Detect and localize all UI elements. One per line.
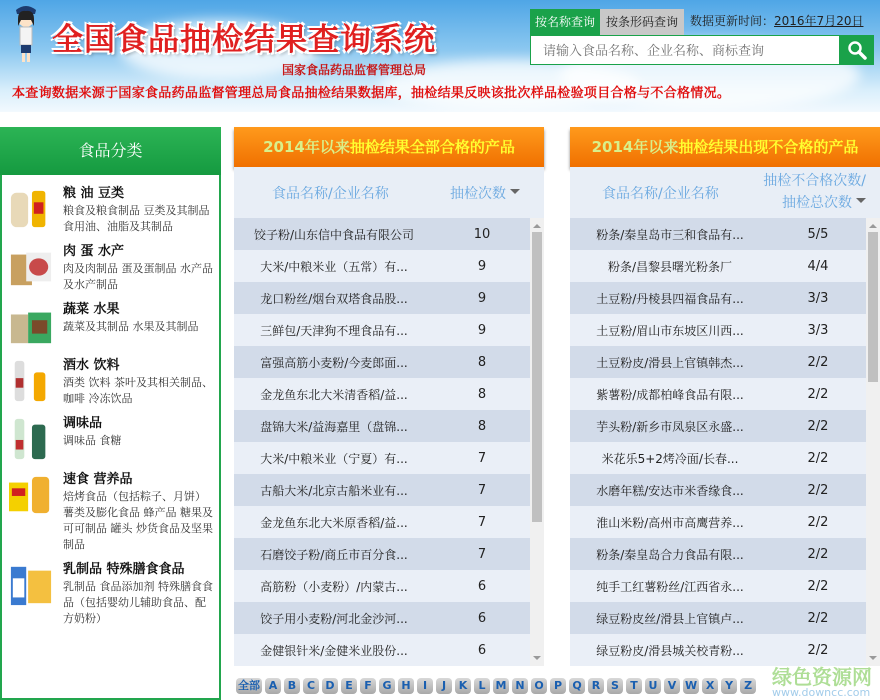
product-name[interactable]: 水磨年糕/安达市米香缘食...	[596, 483, 744, 498]
page-title: 全国食品抽检结果查询系统	[52, 22, 436, 58]
check-count: 5/5	[807, 226, 829, 242]
table-row[interactable]	[570, 442, 866, 474]
table-row[interactable]	[570, 250, 866, 282]
col-count-sort[interactable]: 抽检次数	[450, 183, 520, 203]
product-name[interactable]: 高筋粉（小麦粉）/内蒙古...	[260, 579, 408, 594]
table-row[interactable]	[234, 474, 530, 506]
check-count: 2/2	[807, 482, 829, 498]
category-image-icon	[8, 473, 54, 517]
check-count: 6	[477, 610, 487, 626]
product-name[interactable]: 淮山米粉/高州市高鹰营养...	[596, 515, 744, 530]
category-desc: 肉及肉制品 蛋及蛋制品 水产品及水产制品	[63, 262, 213, 291]
category-name: 肉 蛋 水产	[63, 244, 125, 259]
product-name[interactable]: 金龙鱼东北大米清香稻/益...	[260, 387, 408, 402]
product-name[interactable]: 米花乐5+2烤冷面/长春...	[601, 451, 739, 466]
search-button[interactable]	[840, 35, 874, 65]
col-count-sort[interactable]: 抽检不合格次数/ 抽检总次数	[763, 173, 866, 211]
product-name[interactable]: 粉条/昌黎县曙光粉条厂	[607, 259, 733, 274]
category-desc: 乳制品 食品添加剂 特殊膳食食品（包括婴幼儿辅助食品、配方奶粉）	[63, 580, 213, 625]
category-item[interactable]	[8, 357, 218, 407]
letter-filter-button[interactable]: P	[550, 678, 566, 694]
product-name[interactable]: 三鲜包/天津狗不理食品有...	[260, 323, 408, 338]
table-row[interactable]	[570, 570, 866, 602]
letter-filter-button[interactable]: Z	[740, 678, 756, 694]
check-count: 7	[477, 546, 487, 562]
table-row[interactable]	[234, 634, 530, 666]
product-name[interactable]: 粉条/秦皇岛市三和食品有...	[596, 227, 744, 242]
check-count: 8	[477, 386, 487, 402]
mascot-icon	[8, 2, 44, 64]
letter-filter-button[interactable]: O	[531, 678, 547, 694]
product-name[interactable]: 土豆粉/眉山市东坡区川西...	[596, 323, 744, 338]
product-name[interactable]: 芋头粉/新乡市凤泉区永盛...	[596, 419, 744, 434]
check-count: 2/2	[807, 418, 829, 434]
fail-list	[570, 218, 866, 666]
letter-filter-button[interactable]: V	[664, 678, 680, 694]
category-desc: 蔬菜及其制品 水果及其制品	[63, 320, 199, 333]
col-name-header: 食品名称/企业名称	[602, 186, 719, 202]
table-row[interactable]	[234, 346, 530, 378]
table-row[interactable]	[570, 346, 866, 378]
product-name[interactable]: 绿豆粉皮丝/滑县上官镇卢...	[596, 611, 744, 626]
letter-filter-button[interactable]: B	[284, 678, 300, 694]
letter-filter-button[interactable]: U	[645, 678, 661, 694]
letter-filter-button[interactable]: 全部	[238, 679, 260, 692]
table-row[interactable]	[570, 378, 866, 410]
category-list	[0, 175, 221, 700]
search-icon	[847, 40, 867, 60]
check-count: 9	[477, 258, 487, 274]
letter-filter-button[interactable]: Y	[721, 678, 737, 694]
letter-filter-button[interactable]: D	[322, 678, 338, 694]
category-name: 乳制品 特殊膳食食品	[63, 562, 185, 577]
check-count: 6	[477, 642, 487, 658]
letter-filter-button[interactable]: T	[626, 678, 642, 694]
check-count: 2/2	[807, 514, 829, 530]
header-banner	[0, 0, 880, 112]
product-name[interactable]: 纯手工红薯粉丝/江西省永...	[596, 579, 744, 594]
table-row[interactable]	[570, 538, 866, 570]
check-count: 3/3	[807, 322, 829, 338]
category-item[interactable]	[8, 185, 218, 235]
category-name: 粮 油 豆类	[63, 186, 125, 201]
table-row[interactable]	[570, 602, 866, 634]
pass-panel-title: 2014年以来抽检结果全部合格的产品	[234, 127, 544, 167]
table-row[interactable]	[570, 282, 866, 314]
letter-filter-button[interactable]: W	[685, 679, 698, 692]
category-desc: 酒类 饮料 茶叶及其相关制品、咖啡 冷冻饮品	[63, 376, 213, 405]
check-count: 3/3	[807, 290, 829, 306]
table-row[interactable]	[234, 410, 530, 442]
table-row[interactable]	[234, 506, 530, 538]
product-name[interactable]: 绿豆粉皮/滑县城关校青粉...	[596, 643, 744, 658]
update-label: 数据更新时间：	[690, 14, 775, 28]
product-name[interactable]: 富强高筋小麦粉/今麦郎面...	[260, 355, 408, 370]
check-count: 2/2	[807, 386, 829, 402]
category-desc: 调味品 食糖	[63, 434, 122, 447]
scrollbar[interactable]	[866, 218, 880, 666]
tab-search-by-barcode[interactable]: 按条形码查询	[600, 9, 684, 35]
product-name[interactable]: 饺子用小麦粉/河北金沙河...	[260, 611, 408, 626]
check-count: 2/2	[807, 354, 829, 370]
table-row[interactable]	[234, 218, 530, 250]
check-count: 2/2	[807, 578, 829, 594]
table-row[interactable]	[234, 250, 530, 282]
product-name[interactable]: 土豆粉皮/滑县上官镇韩杰...	[596, 355, 744, 370]
product-name[interactable]: 饺子粉/山东信中食品有限公司	[253, 227, 415, 242]
product-name[interactable]: 盘锦大米/益海嘉里（盘锦...	[260, 419, 408, 434]
category-image-icon	[8, 187, 54, 231]
check-count: 9	[477, 290, 487, 306]
product-name[interactable]: 粉条/秦皇岛合力食品有限...	[596, 547, 744, 562]
letter-filter-button[interactable]: N	[512, 678, 528, 694]
category-image-icon	[8, 359, 54, 403]
table-row[interactable]	[570, 314, 866, 346]
product-name[interactable]: 大米/中粮米业（五常）有...	[260, 259, 408, 274]
pass-panel	[234, 127, 544, 672]
product-name[interactable]: 紫薯粉/成都柏峰食品有限...	[596, 387, 744, 402]
product-name[interactable]: 土豆粉/丹棱县四福食品有...	[596, 291, 744, 306]
category-image-icon	[8, 303, 54, 347]
table-row[interactable]	[570, 474, 866, 506]
product-name[interactable]: 金健银针米/金健米业股份...	[260, 643, 408, 658]
product-name[interactable]: 大米/中粮米业（宁夏）有...	[260, 451, 408, 466]
tab-search-by-name[interactable]: 按名称查询	[530, 9, 600, 35]
letter-filter-button[interactable]: E	[341, 678, 357, 694]
check-count: 2/2	[807, 642, 829, 658]
table-row[interactable]	[234, 538, 530, 570]
category-desc: 焙烤食品（包括粽子、月饼） 薯类及膨化食品 蜂产品 糖果及可可制品 罐头 炒货食品及坚果制品	[63, 490, 213, 551]
category-item[interactable]	[8, 561, 218, 627]
check-count: 2/2	[807, 610, 829, 626]
letter-filter	[236, 678, 756, 694]
pass-list	[234, 218, 530, 666]
fail-panel	[570, 127, 880, 672]
letter-filter-button[interactable]: X	[702, 678, 718, 694]
letter-filter-button[interactable]: C	[303, 678, 319, 694]
col-name-header: 食品名称/企业名称	[272, 186, 389, 202]
check-count: 10	[473, 226, 491, 242]
notice-text: 本查询数据来源于国家食品药品监督管理总局食品抽检结果数据库，抽检结果反映该批次样品检验项目合格与不合格情况。	[12, 86, 731, 101]
table-row[interactable]	[570, 506, 866, 538]
category-name: 酒水 饮料	[63, 358, 120, 373]
table-row[interactable]	[570, 410, 866, 442]
table-row[interactable]	[234, 570, 530, 602]
category-name: 速食 营养品	[63, 472, 133, 487]
table-row[interactable]	[570, 634, 866, 666]
letter-filter-button[interactable]: R	[588, 678, 604, 694]
check-count: 8	[477, 418, 487, 434]
category-header: 食品分类	[0, 127, 221, 175]
check-count: 7	[477, 482, 487, 498]
sort-down-icon	[856, 198, 866, 208]
table-row[interactable]	[570, 218, 866, 250]
category-desc: 粮食及粮食制品 豆类及其制品 食用油、油脂及其制品	[63, 204, 210, 233]
letter-filter-button[interactable]: Q	[569, 678, 585, 694]
subtitle: 国家食品药品监督管理总局	[282, 63, 427, 77]
letter-filter-button[interactable]: I	[417, 678, 433, 694]
category-image-icon	[8, 245, 54, 289]
category-item[interactable]	[8, 243, 218, 293]
category-name: 蔬菜 水果	[63, 302, 120, 317]
update-date[interactable]: 2016年7月20日	[774, 14, 864, 28]
sort-down-icon	[510, 189, 520, 199]
letter-filter-button[interactable]: G	[379, 678, 395, 694]
table-row[interactable]	[234, 602, 530, 634]
check-count: 8	[477, 354, 487, 370]
product-name[interactable]: 龙口粉丝/烟台双塔食品股...	[260, 291, 408, 306]
letter-filter-button[interactable]: H	[398, 678, 414, 694]
category-image-icon	[8, 417, 54, 461]
category-image-icon	[8, 563, 54, 607]
check-count: 2/2	[807, 450, 829, 466]
category-item[interactable]	[8, 301, 218, 349]
letter-filter-button[interactable]: K	[455, 678, 471, 694]
category-item[interactable]	[8, 415, 218, 463]
update-time	[690, 14, 863, 29]
check-count: 7	[477, 514, 487, 530]
letter-filter-button[interactable]: L	[474, 678, 490, 694]
check-count: 7	[477, 450, 487, 466]
scrollbar[interactable]	[530, 218, 544, 666]
letter-filter-button[interactable]: J	[436, 678, 452, 694]
check-count: 4/4	[807, 258, 829, 274]
category-name: 调味品	[63, 416, 103, 431]
product-name[interactable]: 石磨饺子粉/商丘市百分食...	[260, 547, 408, 562]
letter-filter-button[interactable]: A	[265, 678, 281, 694]
table-row[interactable]	[234, 314, 530, 346]
table-row[interactable]	[234, 442, 530, 474]
check-count: 6	[477, 578, 487, 594]
table-row[interactable]	[234, 282, 530, 314]
letter-filter-button[interactable]: S	[607, 678, 623, 694]
check-count: 2/2	[807, 546, 829, 562]
product-name[interactable]: 金龙鱼东北大米原香稻/益...	[260, 515, 408, 530]
letter-filter-button[interactable]: F	[360, 678, 376, 694]
letter-filter-button[interactable]: M	[493, 678, 509, 694]
product-name[interactable]: 古船大米/北京古船米业有...	[260, 483, 408, 498]
fail-panel-title: 2014年以来抽检结果出现不合格的产品	[570, 127, 880, 167]
search-input[interactable]	[530, 35, 840, 65]
watermark: 绿色资源网 www.downcc.com	[772, 665, 872, 699]
check-count: 9	[477, 322, 487, 338]
category-item[interactable]	[8, 471, 218, 553]
table-row[interactable]	[234, 378, 530, 410]
